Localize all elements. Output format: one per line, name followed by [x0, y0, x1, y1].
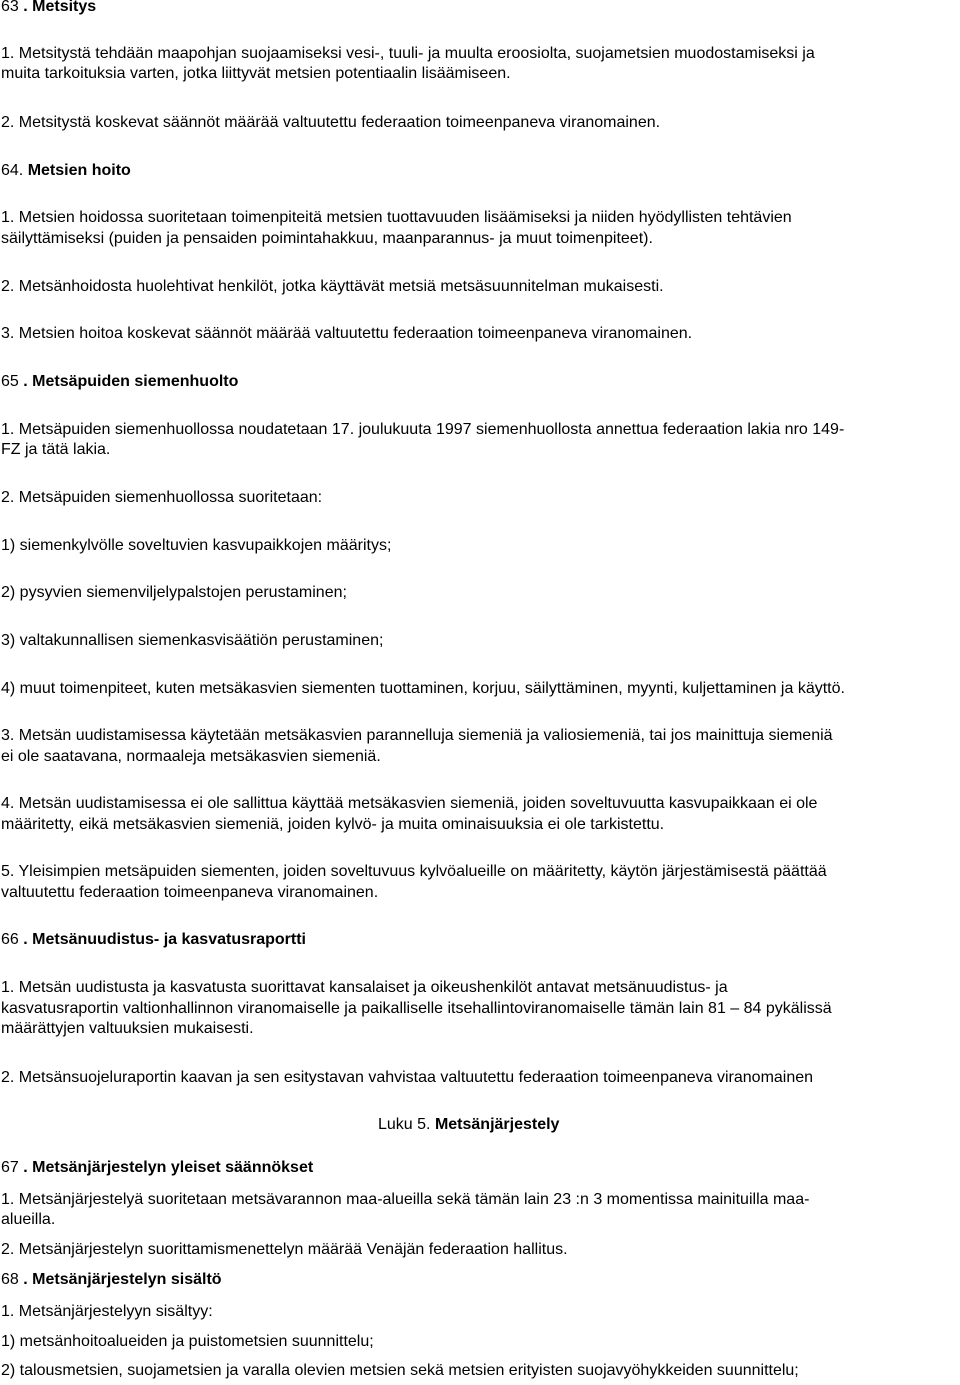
section-63-heading: 63 . Metsitys [1, 0, 97, 15]
list-item: 2) pysyvien siemenviljelypalstojen perustaminen; [1, 584, 347, 601]
paragraph-line: säilyttämiseksi (puiden ja pensaiden poimintahakkuu, maanparannus- ja muut toimenpiteet). [1, 230, 653, 247]
paragraph-line: määrättyjen valtuuksien mukaisesti. [1, 1020, 254, 1037]
paragraph-line: 3. Metsien hoitoa koskevat säännöt määrää valtuutettu federaation toimeenpaneva viranomainen. [1, 325, 693, 342]
section-67-heading: 67 . Metsänjärjestelyn yleiset säännökset [1, 1159, 314, 1176]
paragraph-line: 2. Metsänsuojeluraportin kaavan ja sen esitystavan vahvistaa valtuutettu federaation toimeenpaneva viranomainen [1, 1069, 814, 1086]
paragraph-line: muita tarkoituksia varten, jotka liittyvät metsien potentiaalin lisäämiseen. [1, 65, 511, 82]
section-64-heading: 64. Metsien hoito [1, 162, 131, 179]
list-item: 3) valtakunnallisen siemenkasvisäätiön perustaminen; [1, 632, 384, 649]
paragraph-line: FZ ja tätä lakia. [1, 441, 111, 458]
paragraph-line: 4. Metsän uudistamisessa ei ole sallittua käyttää metsäkasvien siemeniä, joiden soveltuvuutta kasvupaikkaan ei ole [1, 795, 818, 812]
paragraph-line: 2. Metsänjärjestelyn suorittamismenettelyn määrää Venäjän federaation hallitus. [1, 1241, 568, 1258]
paragraph-line: määritetty, eikä metsäkasvien siemeniä, joiden kylvö- ja muita ominaisuuksia ei ole tarkistettu. [1, 816, 665, 833]
list-item: 2) talousmetsien, suojametsien ja varalla olevien metsien sekä metsien erityisten suojavyöhykkeiden suunnittelu; [1, 1362, 799, 1379]
list-item: 1) metsänhoitoalueiden ja puistometsien suunnittelu; [1, 1333, 374, 1350]
list-item: 1) siemenkylvölle soveltuvien kasvupaikkojen määritys; [1, 537, 392, 554]
paragraph-line: 3. Metsän uudistamisessa käytetään metsäkasvien parannelluja siemeniä ja valiosiemeniä, tai jos mainittuja siemeniä [1, 727, 833, 744]
paragraph-line: valtuutettu federaation toimeenpaneva viranomainen. [1, 884, 379, 901]
paragraph-line: 1. Metsänjärjestelyä suoritetaan metsävarannon maa-alueilla sekä tämän lain 23 :n 3 momentissa mainituilla maa- [1, 1191, 810, 1208]
section-65-heading: 65 . Metsäpuiden siemenhuolto [1, 373, 239, 390]
paragraph-line: 1. Metsien hoidossa suoritetaan toimenpiteitä metsien tuottavuuden lisäämiseksi ja niiden hyödyllisten tehtävien [1, 209, 792, 226]
chapter-heading: Luku 5. Metsänjärjestely [378, 1116, 560, 1133]
paragraph-line: 1. Metsäpuiden siemenhuollossa noudatetaan 17. joulukuuta 1997 siemenhuollosta annettua federaation lakia nro 149- [1, 421, 845, 438]
paragraph-line: kasvatusraportin valtionhallinnon viranomaiselle ja paikalliselle itsehallintoviranomaiselle tämän lain 81 – 84 pykälissä [1, 1000, 832, 1017]
paragraph-line: 1. Metsänjärjestelyyn sisältyy: [1, 1303, 213, 1320]
paragraph-line: 1. Metsitystä tehdään maapohjan suojaamiseksi vesi-, tuuli- ja muulta eroosiolta, suojametsien muodostamiseksi ja [1, 45, 815, 62]
paragraph-line: alueilla. [1, 1211, 56, 1228]
paragraph-line: 1. Metsän uudistusta ja kasvatusta suorittavat kansalaiset ja oikeushenkilöt antavat metsänuudistus- ja [1, 979, 728, 996]
paragraph-line: ei ole saatavana, normaaleja metsäkasvien siemeniä. [1, 748, 381, 765]
paragraph-line: 2. Metsitystä koskevat säännöt määrää valtuutettu federaation toimeenpaneva viranomainen. [1, 114, 661, 131]
section-68-heading: 68 . Metsänjärjestelyn sisältö [1, 1271, 222, 1288]
list-item: 4) muut toimenpiteet, kuten metsäkasvien siementen tuottaminen, korjuu, säilyttäminen, myynti, kuljettaminen ja käyttö. [1, 680, 845, 697]
paragraph-line: 2. Metsäpuiden siemenhuollossa suoritetaan: [1, 489, 323, 506]
paragraph-line: 2. Metsänhoidosta huolehtivat henkilöt, jotka käyttävät metsiä metsäsuunnitelman mukaisesti. [1, 278, 664, 295]
section-66-heading: 66 . Metsänuudistus- ja kasvatusraportti [1, 931, 306, 948]
paragraph-line: 5. Yleisimpien metsäpuiden siementen, joiden soveltuvuus kylvöalueille on määritetty, käytön järjestämisestä päättää [1, 863, 827, 880]
